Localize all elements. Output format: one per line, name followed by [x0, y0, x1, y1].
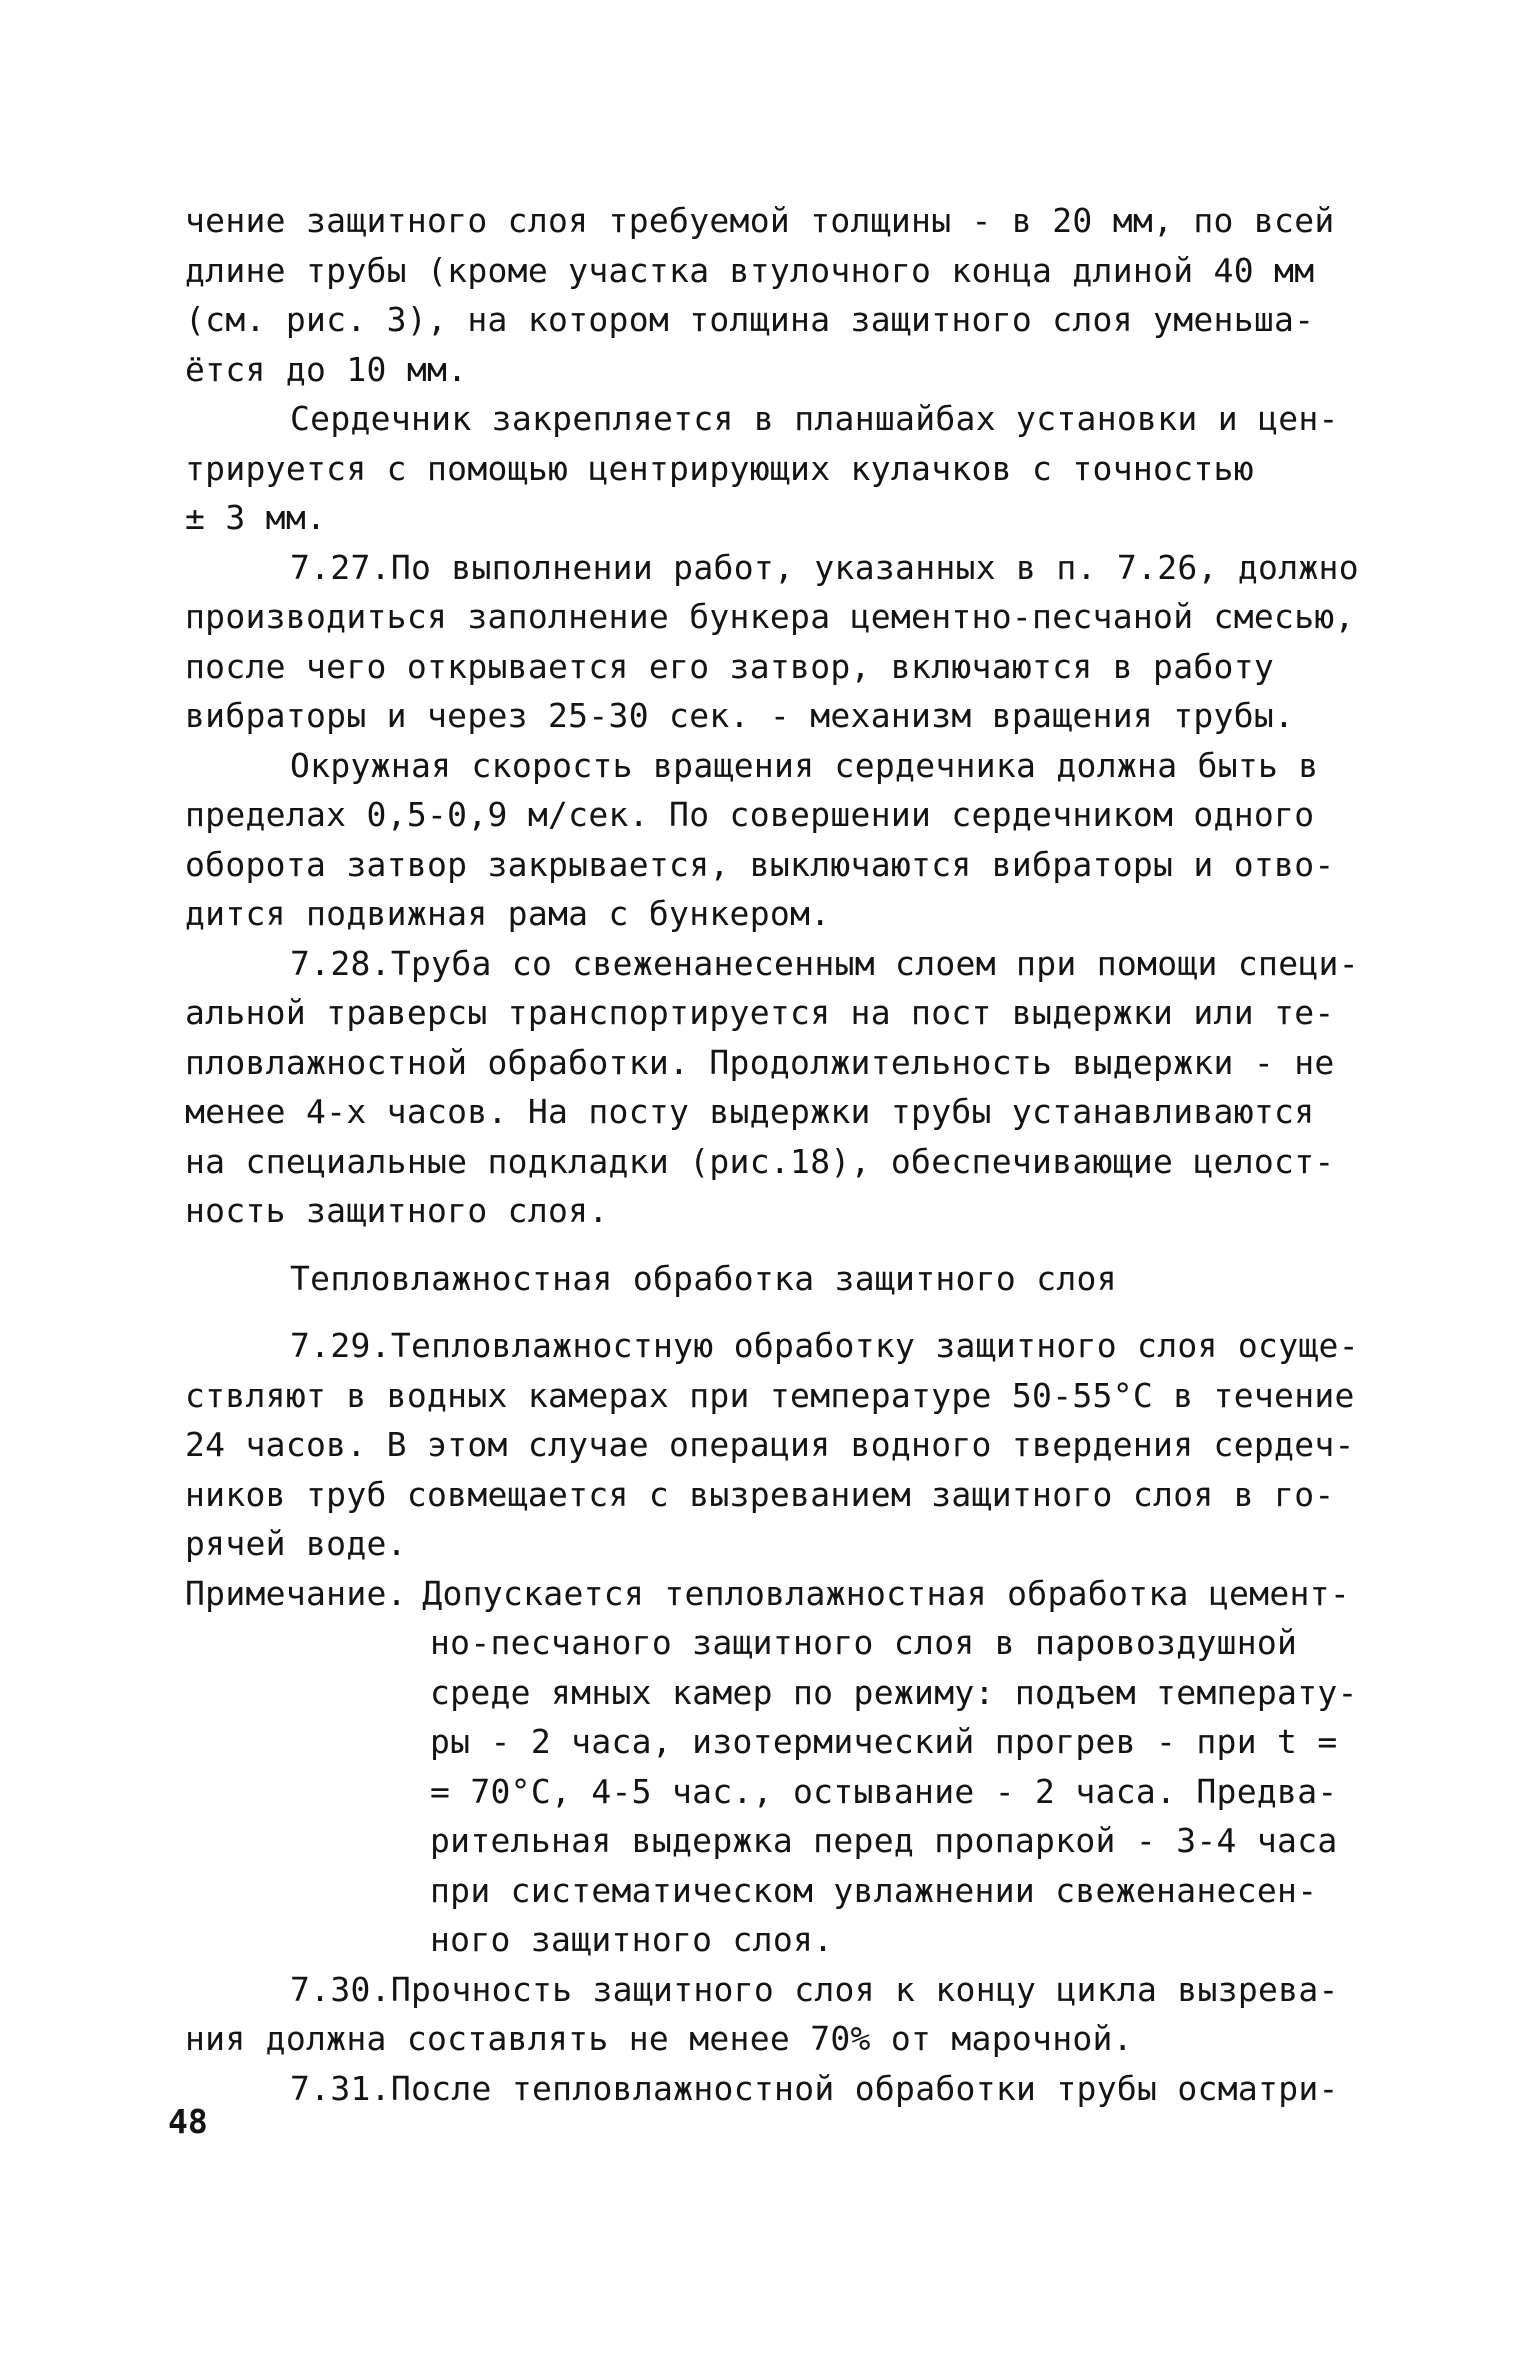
text-line: трируется с помощью центрирующих кулачков с точностью [185, 448, 1254, 488]
paragraph [185, 196, 1350, 394]
text-line: дится подвижная рама с бункером. [185, 894, 831, 933]
text-line: на специальные подкладки (рис.18), обеспечивающие целост- [185, 1141, 1335, 1181]
note-first-line [185, 1569, 1350, 1619]
text-line: = 70°С, 4-5 час., остывание - 2 часа. Предва- [430, 1771, 1338, 1811]
text-line: ников труб совмещается с вызреванием защитного слоя в го- [185, 1474, 1335, 1514]
text-line: рячей воде. [185, 1524, 407, 1563]
paragraph-7-27 [185, 543, 1359, 741]
text-line: производиться заполнение бункера цементно-песчаной смесью, [185, 597, 1355, 636]
text-line: пределах 0,5-0,9 м/сек. По совершении сердечником одного [185, 795, 1315, 834]
text-line: альной траверсы транспортируется на пост выдержки или те- [185, 993, 1335, 1032]
text-line: (см. рис. 3), на котором толщина защитного слоя уменьша- [185, 300, 1315, 339]
text-line: 7.27.По выполнении работ, указанных в п. 7.26, должно [290, 547, 1359, 587]
text-line: Окружная скорость вращения сердечника должна быть в [290, 745, 1319, 785]
page-number: 48 [168, 2102, 208, 2141]
text-line: ± 3 мм. [185, 498, 327, 537]
text-line: Допускается тепловлажностная обработка цемент- [422, 1573, 1350, 1613]
paragraph-7-30 [185, 1965, 1350, 2064]
paragraph-7-28 [185, 939, 1359, 1236]
text-line: 7.31.После тепловлажностной обработки трубы осматри- [290, 2068, 1339, 2108]
text-line: 24 часов. В этом случае операция водного твердения сердеч- [185, 1425, 1355, 1464]
text-line: пловлажностной обработки. Продолжительность выдержки - не [185, 1042, 1335, 1082]
text-line: менее 4-х часов. На посту выдержки трубы устанавливаются [185, 1092, 1315, 1131]
text-line: 7.29.Тепловлажностную обработку защитного слоя осуще- [290, 1326, 1359, 1365]
text-line: чение защитного слоя требуемой толщины - в 20 мм, по всей [185, 201, 1335, 240]
text-line: ётся до 10 мм. [185, 349, 468, 389]
text-line: при систематическом увлажнении свеженанесен- [430, 1870, 1318, 1910]
text-line: 7.30.Прочность защитного слоя к концу цикла вызрева- [290, 1969, 1339, 2009]
text-line: после чего открывается его затвор, включаются в работу [185, 646, 1275, 686]
text-line: ного защитного слоя. [430, 1920, 834, 1959]
paragraph [185, 741, 1350, 939]
paragraph [185, 394, 1350, 543]
paragraph-7-29 [185, 1321, 1359, 1569]
text-line: ры - 2 часа, изотермический прогрев - при t = [430, 1722, 1338, 1761]
text-line: Сердечник закрепляется в планшайбах установки и цен- [290, 399, 1339, 438]
paragraph-7-31 [185, 2064, 1350, 2114]
text-line: но-песчаного защитного слоя в паровоздушной [430, 1623, 1298, 1662]
section-heading: Тепловлажностная обработка защитного слоя [290, 1258, 1117, 1298]
text-line: рительная выдержка перед пропаркой - 3-4 часа [430, 1821, 1338, 1860]
body-text [185, 196, 1359, 2113]
note-label: Примечание. [185, 1573, 407, 1613]
text-line: 7.28.Труба со свеженанесенным слоем при помощи специ- [290, 943, 1359, 983]
text-line: ствляют в водных камерах при температуре 50-55°С в течение [185, 1375, 1355, 1415]
text-line: среде ямных камер по режиму: подъем температу- [430, 1672, 1358, 1712]
text-line: оборота затвор закрывается, выключаются вибраторы и отво- [185, 844, 1335, 884]
text-line: ния должна составлять не менее 70% от марочной. [185, 2019, 1133, 2058]
text-line: вибраторы и через 25-30 сек. - механизм вращения трубы. [185, 696, 1295, 735]
text-line: длине трубы (кроме участка втулочного конца длиной 40 мм [185, 250, 1315, 290]
text-line: ность защитного слоя. [185, 1191, 609, 1230]
note-block [185, 1569, 1358, 1965]
